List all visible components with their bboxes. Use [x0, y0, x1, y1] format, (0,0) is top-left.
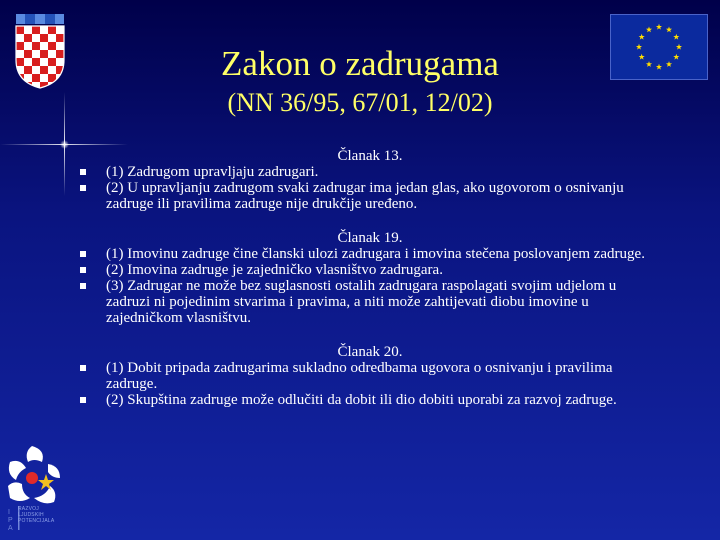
eu-star-icon [646, 26, 652, 32]
bullet-icon [80, 267, 86, 273]
article-13 [80, 148, 660, 212]
article-20 [80, 344, 660, 408]
list-item: (1) Imovinu zadruge čine članski ulozi zadrugara i imovina stečena poslovanjem zadruge. [80, 246, 660, 262]
bullet-icon [80, 169, 86, 175]
bullet-icon [80, 185, 86, 191]
svg-text:P: P [8, 517, 13, 524]
bullet-icon [80, 397, 86, 403]
list-item: (3) Zadrugar ne može bez suglasnosti ostalih zadrugara raspolagati svojim udjelom u zadruzi ni pojedinim stvarima i pravima, a niti može zahtijevati diobu imovine u zajedničkom vlasništvu. [80, 278, 660, 326]
article-heading: Članak 20. [337, 344, 403, 360]
slide-subtitle: (NN 36/95, 67/01, 12/02) [227, 88, 493, 117]
eu-star-icon [666, 26, 672, 32]
svg-text:A: A [8, 525, 13, 532]
bullet-icon [80, 365, 86, 371]
bullet-icon [80, 251, 86, 257]
slide-content [80, 148, 660, 408]
list-item: (2) Skupština zadruge može odlučiti da dobit ili dio dobiti uporabi za razvoj zadruge. [80, 392, 660, 408]
article-heading: Članak 19. [337, 230, 403, 246]
list-item: (2) Imovina zadruge je zajedničko vlasništvo zadrugara. [80, 262, 660, 278]
bullet-icon [80, 283, 86, 289]
sparkle-star-icon [60, 140, 69, 149]
slide-title: Zakon o zadrugama [221, 44, 499, 83]
svg-text:I: I [8, 509, 10, 516]
ipa-logo-text: RAZVOJ LJUDSKIH POTENCIJALA [18, 506, 55, 524]
eu-star-icon [673, 34, 679, 40]
list-item: (1) Zadrugom upravljaju zadrugari. [80, 164, 660, 180]
list-item: (2) U upravljanju zadrugom svaki zadrugar ima jedan glas, ako ugovorom o osnivanju zadruge ili pravilima zadruge nije drukčije uređeno. [80, 180, 660, 212]
article-heading: Članak 13. [337, 148, 403, 164]
article-19 [80, 230, 660, 326]
eu-star-icon [639, 34, 645, 40]
eu-star-icon [656, 24, 662, 30]
list-item: (1) Dobit pripada zadrugarima sukladno odredbama ugovora o osnivanju i pravilima zadruge. [80, 360, 660, 392]
